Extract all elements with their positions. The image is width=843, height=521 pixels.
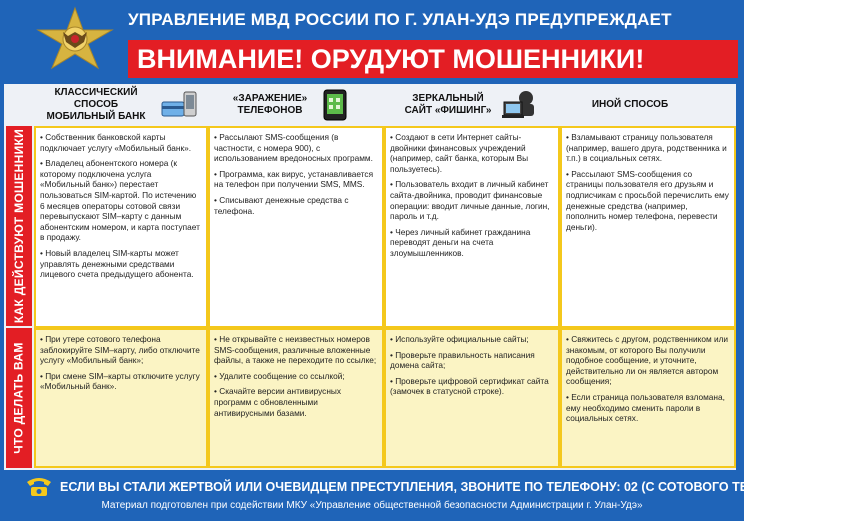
- list-item: • Рассылают SMS-сообщения со страницы пользователя его друзьям и подписчикам с просьбой перечислить ему денежные средства (например, пополнить номер телефона, перевести деньги).: [566, 169, 730, 233]
- column-label: «ЗАРАЖЕНИЕ» ТЕЛЕФОНОВ: [232, 93, 308, 116]
- cell-method-infection: [208, 126, 384, 328]
- column-header-phishing: [398, 86, 498, 124]
- column-header-mobile-bank: [36, 86, 156, 124]
- column-header-phone-infection: [220, 86, 320, 124]
- eagle-emblem-icon: [32, 6, 118, 70]
- credit-text: Материал подготовлен при содействии МКУ «Управление общественной безопасности Администрации г. Улан-Удэ»: [101, 500, 643, 511]
- header-title: УПРАВЛЕНИЕ МВД РОССИИ ПО Г. УЛАН-УДЭ ПРЕДУПРЕЖДАЕТ: [128, 10, 672, 29]
- list-item: • Программа, как вирус, устанавливается на телефон при получении SMS, MMS.: [214, 169, 378, 190]
- list-item: • При смене SIM–карты отключите услугу «Мобильный банк».: [40, 371, 202, 392]
- list-item: • Свяжитесь с другом, родственником или знакомым, от которого Вы получили подобное сообщение, и уточните, действительно ли он является автором сообщения;: [566, 334, 730, 387]
- card-phone-icon: [160, 90, 200, 120]
- list-item: • Рассылают SMS-сообщения (в частности, с номера 900), с использованием вредоносных программ.: [214, 132, 378, 164]
- list-item: • Если страница пользователя взломана, ему необходимо сменить пароли в социальных сетях.: [566, 392, 730, 424]
- list-item: • Не открывайте с неизвестных номеров SMS-сообщения, различные вложенные файлы, а также не переходите по ссылке;: [214, 334, 378, 366]
- list-item: • Новый владелец SIM-карты может управлять денежными средствами лицевого счета предыдущего абонента.: [40, 248, 202, 280]
- column-header-other: [560, 86, 700, 124]
- row-label-what-to-do: [6, 328, 32, 468]
- list-item: • Удалите сообщение со ссылкой;: [214, 371, 378, 382]
- cell-method-mobile-bank: [34, 126, 208, 328]
- list-item: • Создают в сети Интернет сайты-двойники финансовых учреждений (например, сайт банка, которым Вы пользуетесь).: [390, 132, 554, 174]
- row-label-text: ЧТО ДЕЛАТЬ ВАМ: [12, 342, 26, 454]
- column-label: КЛАССИЧЕСКИЙ СПОСОБ МОБИЛЬНЫЙ БАНК: [46, 87, 146, 122]
- cell-method-phishing: [384, 126, 560, 328]
- cell-method-other: [560, 126, 736, 328]
- smartphone-icon: [318, 88, 354, 122]
- cell-advice-mobile-bank: [34, 328, 208, 468]
- row-label-text: КАК ДЕЙСТВУЮТ МОШЕННИКИ: [12, 128, 27, 324]
- headline: ВНИМАНИЕ! ОРУДУЮТ МОШЕННИКИ!: [137, 44, 645, 74]
- hacker-laptop-icon: [500, 88, 540, 122]
- row-label-how-fraudsters-act: [6, 126, 32, 326]
- emergency-call-text: ЕСЛИ ВЫ СТАЛИ ЖЕРТВОЙ ИЛИ ОЧЕВИДЦЕМ ПРЕСТУПЛЕНИЯ, ЗВОНИТЕ ПО ТЕЛЕФОНУ: 02 (С СОТОВОГО ТЕЛЕФОНА – 020): [60, 480, 843, 494]
- list-item: • Проверьте цифровой сертификат сайта (замочек в статусной строке).: [390, 376, 554, 397]
- list-item: • Через личный кабинет гражданина переводят деньги на счета злоумышленников.: [390, 227, 554, 259]
- list-item: • Взламывают страницу пользователя (например, вашего друга, родственника и т.п.) в социальных сетях.: [566, 132, 730, 164]
- list-item: • При утере сотового телефона заблокируйте SIM–карту, либо отключите услугу «Мобильный банк»;: [40, 334, 202, 366]
- list-item: • Владелец абонентского номера (к которому подключена услуга «Мобильный банк») перестает пользоваться SIM-картой. По истечению 6 месяцев операторы сотовой связи перевыпускают SIM–карту с данным абонентским номером, и карта поступает в продажу.: [40, 158, 202, 243]
- list-item: • Собственник банковской карты подключает услугу «Мобильный банк».: [40, 132, 202, 153]
- cell-advice-infection: [208, 328, 384, 468]
- list-item: • Проверьте правильность написания домена сайта;: [390, 350, 554, 371]
- column-label: ИНОЙ СПОСОБ: [591, 99, 669, 110]
- cell-advice-phishing: [384, 328, 560, 468]
- list-item: • Списывают денежные средства с телефона.: [214, 195, 378, 216]
- cell-advice-other: [560, 328, 736, 468]
- phone-icon: [24, 474, 54, 498]
- list-item: • Скачайте версии антивирусных программ с обновленными антивирусными базами.: [214, 386, 378, 418]
- column-label: ЗЕРКАЛЬНЫЙ САЙТ «ФИШИНГ»: [404, 93, 492, 116]
- list-item: • Используйте официальные сайты;: [390, 334, 554, 345]
- list-item: • Пользователь входит в личный кабинет сайта-двойника, проводит финансовые операции: вводит личные данные, логин, пароль и т.д.: [390, 179, 554, 221]
